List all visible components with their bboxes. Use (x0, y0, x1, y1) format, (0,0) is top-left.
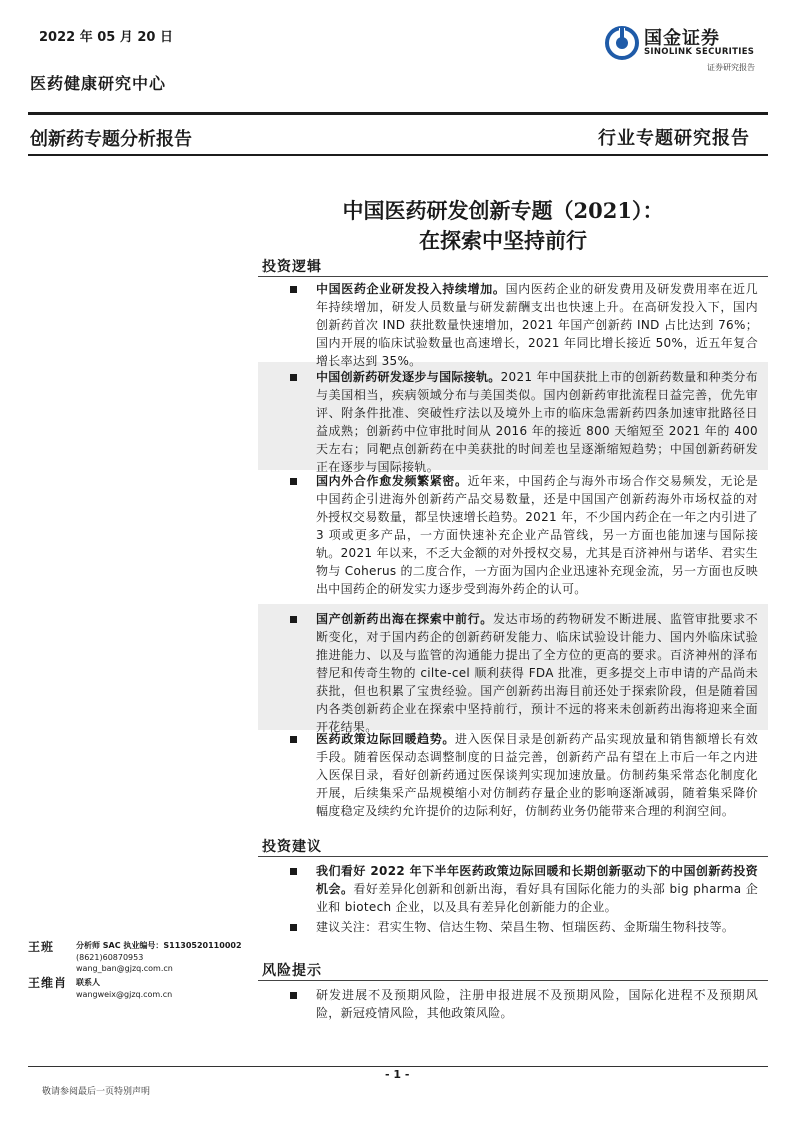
report-title-line2: 在探索中坚持前行 (419, 228, 587, 253)
analyst-email[interactable]: wangweix@gjzq.com.cn (76, 989, 173, 999)
analyst-name: 王维肖 (28, 976, 68, 990)
bullet-square-icon (290, 478, 297, 485)
analyst-role: 联系人 (76, 978, 100, 987)
bullet-square-icon (290, 736, 297, 743)
logic-item (316, 280, 758, 370)
analyst-phone: (8621)60870953 (76, 952, 144, 962)
report-date: 2022 年 05 月 20 日 (39, 30, 173, 45)
footer-rule (28, 1066, 768, 1067)
logic-item-text: 2021 年中国获批上市的创新药数量和种类分布与美国相当，疾病领域分布与美国类似。国内创新药审批流程日益完善，优先审评、附条件批准、突破性疗法以及境外上市的临床急需新药四条加速审批路径日益成熟；创新药中位审批时间从 2016 年的接近 800 天缩短至 2021 年的 400 天左右；同靶点创新药在中美获批的时间差也呈逐渐缩短趋势；中国创新药研发正在逐步与国际接轨。 (316, 370, 758, 474)
logic-item-text: 国内医药企业的研发费用及研发费用率在近几年持续增加，研发人员数量与研发薪酬支出也快速上升。在高研发投入下，国内创新药首次 IND 获批数量快速增加，2021 年国产创新药 IND 占比达到 76%；国内开展的临床试验数量也高速增长，2021 年同比增长接近 50%，近五年复合增长率达到 35%。 (316, 282, 758, 368)
bullet-square-icon (290, 992, 297, 999)
advice-item (316, 918, 758, 936)
logic-item-text: 发达市场的药物研发不断进展、监管审批要求不断变化，对于国内药企的创新药研发能力、临床试验设计能力、国内外临床试验推进能力、以及与监管的沟通能力提出了全方位的更高的要求。百济神州的泽布替尼和传奇生物的 cilte-cel 顺利获得 FDA 批准，更多提交上市申请的产品尚未获批，但也积累了宝贵经验。国产创新药出海目前还处于探索阶段，但是随着国内各类创新药企业在探索中坚持前行，预计不远的将来未创新药出海将迎来全面开花结果。 (316, 612, 758, 734)
section-heading-advice: 投资建议 (262, 839, 322, 855)
logic-item-lead: 中国医药企业研发投入持续增加。 (316, 282, 506, 296)
risk-item (316, 986, 758, 1022)
logic-item (316, 610, 758, 736)
analyst-email[interactable]: wang_ban@gjzq.com.cn (76, 964, 173, 973)
analyst-info (76, 940, 242, 975)
advice-item-lead: 我们看好 2022 年下半年医药政策边际回暖和长期创新驱动下的中国创新药投资机会。 (316, 864, 758, 896)
logic-item-lead: 国产创新药出海在探索中前行。 (316, 612, 493, 626)
report-type: 行业专题研究报告 (598, 128, 750, 149)
sinolink-logo-icon (605, 26, 639, 60)
brand-name-en: SINOLINK SECURITIES (644, 47, 755, 57)
risk-item-text: 研发进展不及预期风险，注册申报进展不及预期风险，国际化进程不及预期风险，新冠疫情风险，其他政策风险。 (316, 988, 758, 1020)
analyst-name: 王班 (28, 940, 55, 954)
section-heading-logic: 投资逻辑 (262, 259, 322, 275)
page-number: - 1 - (385, 1068, 410, 1081)
section-heading-risk: 风险提示 (262, 963, 322, 979)
footer-disclaimer[interactable]: 敬请参阅最后一页特别声明 (42, 1087, 151, 1097)
bullet-square-icon (290, 286, 297, 293)
advice-item-text: 看好差异化创新和创新出海，看好具有国际化能力的头部 big pharma 企业和 biotech 企业，以及具有差异化创新能力的企业。 (316, 882, 758, 914)
advice-item (316, 862, 758, 916)
logic-item (316, 368, 758, 476)
analyst-role: 分析师 SAC 执业编号：S1130520110002 (76, 941, 242, 950)
logic-item-lead: 国内外合作愈发频繁紧密。 (316, 474, 468, 488)
header-rule (28, 112, 768, 115)
section-rule (258, 276, 768, 277)
section-rule (258, 980, 768, 981)
section-rule (258, 856, 768, 857)
bullet-square-icon (290, 868, 297, 875)
research-center: 医药健康研究中心 (30, 74, 167, 93)
report-category: 证券研究报告 (707, 63, 755, 72)
bullet-square-icon (290, 374, 297, 381)
report-title-line1: 中国医药研发创新专题（2021）： (342, 198, 664, 223)
logic-item-lead: 中国创新药研发逐步与国际接轨。 (316, 370, 501, 384)
report-series: 创新药专题分析报告 (30, 129, 192, 150)
header-rule-secondary (28, 154, 768, 156)
logic-item (316, 472, 758, 598)
analyst-info (76, 977, 172, 1000)
logic-item (316, 730, 758, 820)
logic-item-lead: 医药政策边际回暖趋势。 (316, 732, 456, 746)
logic-item-text: 近年来，中国药企与海外市场合作交易频发，无论是中国药企引进海外创新药产品交易数量，还是中国国产创新药海外市场权益的对外授权交易数量，都呈快速增长趋势。2021 年，不少国内药企在一年之内引进了 3 项或更多产品，一方面快速补充企业产品管线，另一方面也能加速与国际接轨。2021 年以来，不乏大金额的对外授权交易，尤其是百济神州与诺华、君实生物与 Coherus 的二度合作，一方面为国内企业迅速补充现金流，另一方面也反映出中国药企的研发实力逐步受到海外药企的认可。 (316, 474, 758, 596)
brand-name-cn: 国金证券 (644, 28, 720, 49)
bullet-square-icon (290, 924, 297, 931)
bullet-square-icon (290, 616, 297, 623)
advice-item-text: 建议关注：君实生物、信达生物、荣昌生物、恒瑞医药、金斯瑞生物科技等。 (316, 920, 735, 934)
logic-item-text: 进入医保目录是创新药产品实现放量和销售额增长有效手段。随着医保动态调整制度的日益完善，创新药产品有望在上市后一年之内进入医保目录，看好创新药通过医保谈判实现加速放量。仿制药集采常态化制度化开展，后续集采产品规模缩小对仿制药存量企业的影响逐渐减弱，随着集采降价幅度稳定及续约允许提价的边际利好，仿制药业务仍能带来合理的利润空间。 (316, 732, 759, 818)
